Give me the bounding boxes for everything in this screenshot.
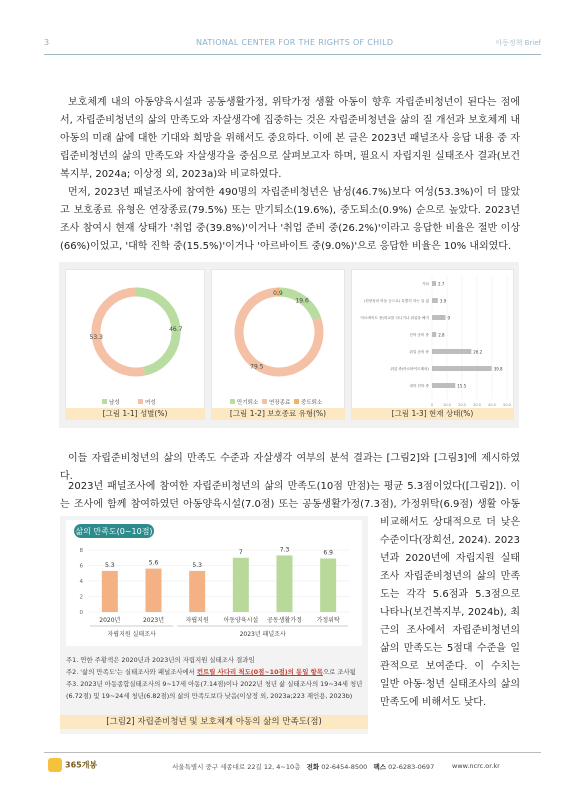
bar-5 — [432, 366, 492, 371]
note-3: 주3. 2023년 아동종합실태조사의 9~17세 아동(7.14점)이나 2022년 청년 삶 실태조사의 19~34세 청년(6.72점) 및 19~24세 청년(6.82점)의 삶의 만족도보다 낮음(이상정 외, 2023a;223 재인용, 2023b) — [66, 680, 363, 700]
group-label-0: 자립지원 실태조사 — [107, 631, 156, 638]
bar-value-3: 7 — [238, 548, 243, 556]
group-label-1: 2023년 패널조사 — [239, 631, 286, 638]
bar-3 — [432, 332, 436, 337]
donut-slice-1 — [96, 292, 144, 372]
bar-value-1: 3.9 — [439, 298, 447, 304]
chart-status-svg — [352, 270, 515, 410]
chart-life-satisfaction — [60, 516, 368, 650]
logo-icon — [48, 758, 62, 772]
y-tick-3: 6 — [79, 563, 83, 570]
bar-1 — [146, 569, 162, 612]
figure2-caption: [그림2] 자립준비청년 및 보호체계 아동의 삶의 만족도(점) — [60, 715, 368, 729]
x-tick-4: 40.0 — [488, 403, 496, 407]
x-tick-2: 20.0 — [458, 403, 466, 407]
bar-1 — [432, 298, 438, 303]
bar-6 — [432, 383, 455, 388]
paragraph-results-intro: 이들 자립준비청년의 삶의 만족도 수준과 자살생각 여부의 분석 결과는 [그림2]와 [그림3]에 제시하였다. — [60, 453, 520, 482]
x-tick-1: 2023년 — [142, 617, 165, 624]
slice-label-2: 0.9 — [273, 290, 283, 298]
x-tick-5: 가정위탁 — [316, 617, 340, 624]
chart-exit-type — [211, 269, 345, 419]
y-tick-1: 2 — [79, 594, 83, 601]
chart-current-status — [351, 269, 514, 419]
footer-address: 서울특별시 중구 세종대로 22길 12, 4~10층 — [172, 763, 301, 771]
category-label-0: 기타 — [422, 282, 429, 286]
bar-5 — [320, 559, 336, 612]
legend-swatch-2 — [294, 399, 299, 404]
bar-value-2: 9 — [447, 315, 451, 321]
footer-web: www.ncrc.or.kr — [452, 762, 500, 770]
bar-2 — [189, 571, 205, 612]
chart-exit-type-svg — [212, 270, 346, 410]
y-tick-0: 0 — [79, 610, 83, 616]
y-tick-2: 4 — [79, 579, 83, 585]
chart-gender-svg — [66, 270, 206, 410]
legend-label-2: 중도퇴소 — [301, 400, 323, 406]
bar-2 — [432, 315, 446, 320]
category-label-3: 진학 준비 중 — [409, 333, 429, 337]
figure2-notes — [66, 654, 366, 702]
bar-0 — [102, 571, 118, 612]
header-rule — [44, 54, 541, 55]
footer-rule — [44, 752, 541, 753]
legend-swatch-1 — [138, 399, 143, 404]
category-label-6: 대학 진학 중 — [409, 384, 429, 388]
category-label-5: 취업 중(아르바이트제외) — [390, 367, 429, 371]
x-tick-4: 공동생활가정 — [267, 617, 302, 624]
x-tick-3: 30.0 — [473, 403, 481, 407]
chart-title: 삶의 만족도(0~10점) — [75, 527, 153, 536]
x-tick-0: 0 — [430, 403, 434, 407]
note-2: 주2. '삶의 만족도'는 실태조사와 패널조사에서 컨트릴 사다리 척도(0점~10점)의 동일 항목으로 조사됨 — [66, 668, 356, 676]
figure1-panel — [59, 262, 519, 428]
y-tick-4: 8 — [79, 548, 83, 554]
figure1-2-caption: [그림 1-2] 보호종료 유형(%) — [211, 408, 345, 420]
bar-value-2: 5.3 — [192, 561, 202, 569]
bar-value-0: 2.7 — [438, 281, 445, 287]
x-tick-2: 자립지원 — [185, 617, 209, 624]
bar-3 — [233, 558, 249, 612]
page-number: 3 — [44, 38, 50, 47]
footer-fax-label: 팩스 — [373, 763, 387, 771]
bar-value-6: 15.5 — [457, 383, 467, 389]
paragraph-satisfaction: 2023년 패널조사에 참여한 자립준비청년의 삶의 만족도(10점 만점)는 평균 5.3점이었다([그림2]). 이는 조사에 함께 참여하였던 아동양육시설(7.0점) 또는 공동생활가정(7.3점), 가정위탁(6.9점) 생활 아동 — [60, 481, 520, 510]
paragraph-intro: 보호체계 내의 아동양육시설과 공동생활가정, 위탁가정 생활 아동이 향후 자립준비청년이 된다는 점에서, 자립준비청년의 삶의 만족도와 자살생각에 집중하는 것은 자립준비청년을 삶의 질 개선과 보호체계 내 아동의 미래 삶에 대한 기대와 희망을 위해서도 중요하다. 이에 본 글은 2023년 패널조사 응답 내용 중 자립준비청년의 삶의 만족도와 자살생각을 중심으로 살펴보고자 하며, 필요시 자립지원 실태조사 결과(보건복지부, 2024a; 이상정 외, 2023a)와 비교하였다. — [60, 97, 520, 180]
paragraph-comparison: 비교해서도 상대적으로 더 낮은 수준이다(장희선, 2024). 2023년과 2020년에 자립지원 실태조사 자립준비청년의 삶의 만족도는 각각 5.6점과 5.3점으로 나타나(보건복지부, 2024b), 최근의 조사에서 자립준비청년의 삶의 만족도는 5점대 수준을 일관적으로 보여준다. 이 수치는 일반 아동·청년 실태조사의 삶의 만족도에 비해서도 낮다. — [380, 517, 520, 708]
figure1-1-caption: [그림 1-1] 성별(%) — [65, 408, 205, 420]
figure1-3-caption: [그림 1-3] 현재 상태(%) — [351, 408, 514, 420]
footer-tel: 02-6454-8500 — [321, 763, 368, 771]
footer-fax: 02-6283-0697 — [388, 763, 435, 771]
bar-value-5: 39.8 — [493, 366, 503, 372]
legend-label-1: 여성 — [145, 400, 156, 406]
bar-4 — [277, 555, 293, 612]
category-label-2: 아르바이트 중(학교를 다니거나 취업을 해지 — [360, 316, 429, 320]
donut-slice-0 — [279, 292, 317, 319]
x-tick-0: 2020년 — [99, 617, 121, 624]
bar-value-4: 7.3 — [279, 546, 290, 554]
header-brief: 아동정책 Brief — [495, 39, 541, 47]
footer-contact — [172, 762, 500, 771]
slice-label-1: 79.5 — [250, 363, 264, 371]
bar-0 — [432, 281, 436, 286]
legend-label-1: 연장종료 — [269, 400, 291, 406]
slice-label-0: 46.7 — [169, 325, 183, 333]
bar-value-0: 5.3 — [105, 561, 115, 569]
bar-4 — [432, 349, 471, 354]
legend-label-0: 만기퇴소 — [237, 400, 259, 406]
slice-label-1: 53.3 — [89, 334, 103, 342]
paragraph-demographics: 먼저, 2023년 패널조사에 참여한 490명의 자립준비청년은 남성(46.7%)보다 여성(53.3%)이 더 많았고 보호종료 유형은 연장종료(79.5%) 또는 만기퇴소(19.6%), 중도퇴소(0.9%) 순으로 높았다. 2023년 조사 참여시 현재 상태가 '취업 중(39.8%)'이거나 '취업 준비 중(26.2%)'이라고 응답한 비율은 절반 이상(66%)이었고, '대학 진학 중(15.5%)'이거나 '아르바이트 중(9.0%)'으로 응답한 비율은 10% 내외였다. — [60, 187, 520, 252]
page-header — [44, 38, 541, 52]
slice-label-0: 19.6 — [295, 297, 309, 305]
x-tick-3: 아동양육시설 — [223, 617, 259, 624]
category-label-1: (친양성의 아동 등으로) 특별히 하는 일 없 — [363, 299, 429, 303]
figure2-panel — [60, 516, 368, 734]
header-org: NATIONAL CENTER FOR THE RIGHTS OF CHILD — [196, 38, 394, 47]
x-tick-1: 10.0 — [443, 403, 451, 407]
bar-value-3: 2.8 — [438, 332, 445, 338]
bar-value-5: 6.9 — [323, 549, 333, 557]
bar-value-1: 5.6 — [148, 559, 159, 567]
legend-swatch-0 — [102, 399, 107, 404]
footer-logo: 365개봉 — [48, 758, 97, 772]
legend-swatch-0 — [230, 399, 235, 404]
legend-label-0: 남성 — [109, 400, 120, 406]
x-tick-5: 50.0 — [503, 403, 511, 407]
bar-value-4: 26.2 — [473, 349, 483, 355]
note-1: 주1. 연한 주황색은 2020년과 2023년의 자립지원 실태조사 결과임 — [66, 656, 255, 664]
legend-swatch-1 — [262, 399, 267, 404]
footer-tel-label: 전화 — [306, 763, 320, 771]
chart-gender — [65, 269, 205, 419]
category-label-4: 취업 준비 중 — [409, 350, 429, 354]
